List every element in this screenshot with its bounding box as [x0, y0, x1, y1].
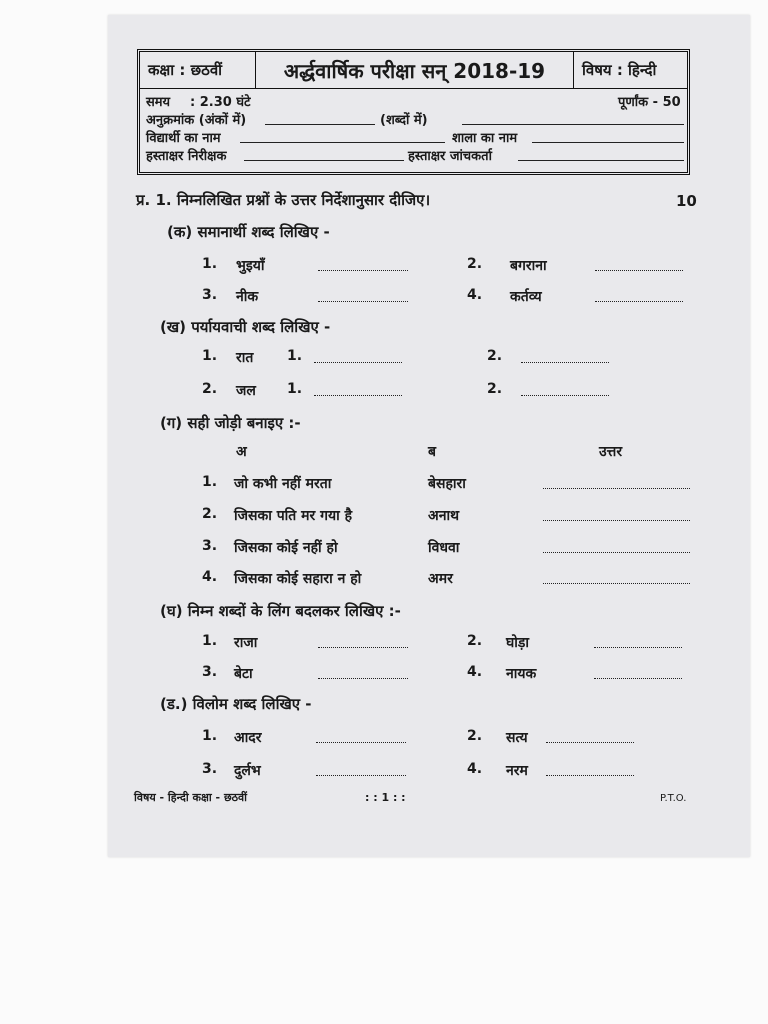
student-name-label: विद्यार्थी का नाम	[146, 131, 221, 146]
gha-item-word: बेटा	[234, 666, 253, 682]
kha-sub-num: 2.	[487, 348, 503, 364]
kha-sub-num: 2.	[487, 381, 503, 397]
time-value: : 2.30 घंटे	[190, 95, 251, 110]
kha-sub-num: 1.	[287, 381, 303, 397]
section-ga-title: (ग) सही जोड़ी बनाइए :-	[160, 414, 301, 432]
pto-label: P.T.O.	[660, 793, 687, 804]
gha-item-num: 2.	[467, 633, 483, 649]
ga-row-a: जिसका कोई सहारा न हो	[234, 571, 362, 587]
gha-item-word: नायक	[506, 666, 537, 682]
roll-number-label: अनुक्रमांक (अंकों में)	[146, 113, 247, 128]
exam-title: अर्द्धवार्षिक परीक्षा सन् 2018-19	[256, 52, 574, 88]
ga-row-b: बेसहारा	[428, 476, 466, 492]
da-item-num: 3.	[202, 761, 218, 777]
ga-row-b: अमर	[428, 571, 453, 587]
ka-item-num: 2.	[467, 256, 483, 272]
kha-sub-num: 1.	[287, 348, 303, 364]
section-gha-title: (घ) निम्न शब्दों के लिंग बदलकर लिखिए :-	[160, 602, 401, 620]
gha-item-num: 1.	[202, 633, 218, 649]
header-box	[137, 49, 690, 175]
ga-column-a-header: अ	[236, 444, 247, 460]
footer-subject-class: विषय - हिन्दी कक्षा - छठवीं	[134, 791, 248, 804]
ka-answer-blank[interactable]	[318, 270, 408, 271]
checker-signature-label: हस्ताक्षर जांचकर्ता	[408, 149, 492, 164]
da-item-num: 1.	[202, 728, 218, 744]
ga-column-b-header: ब	[428, 444, 436, 460]
da-answer-blank[interactable]	[316, 742, 406, 743]
gha-item-word: राजा	[234, 635, 258, 651]
school-name-field[interactable]	[532, 142, 684, 143]
question-title: प्र. 1. निम्नलिखित प्रश्नों के उत्तर निर्देशानुसार दीजिए।	[136, 191, 431, 209]
da-item-word: सत्य	[506, 730, 528, 746]
roll-number-words-field[interactable]	[462, 124, 684, 125]
section-kha-title: (ख) पर्यायवाची शब्द लिखिए -	[160, 318, 331, 336]
ga-row-a: जो कभी नहीं मरता	[234, 476, 332, 492]
gha-answer-blank[interactable]	[318, 647, 408, 648]
inspector-signature-field[interactable]	[244, 160, 404, 161]
ka-item-word: कर्तव्य	[510, 289, 542, 305]
gha-item-num: 4.	[467, 664, 483, 680]
ga-row-num: 4.	[202, 569, 218, 585]
ga-row-num: 1.	[202, 474, 218, 490]
kha-item-num: 2.	[202, 381, 218, 397]
kha-item-num: 1.	[202, 348, 218, 364]
ka-item-num: 4.	[467, 287, 483, 303]
ga-row-a: जिसका पति मर गया है	[234, 508, 353, 524]
kha-item-word: जल	[236, 383, 256, 399]
header-title-row	[140, 52, 687, 89]
roll-number-digits-field[interactable]	[265, 124, 375, 125]
da-item-num: 4.	[467, 761, 483, 777]
ka-item-num: 1.	[202, 256, 218, 272]
max-marks: पूर्णांक - 50	[618, 95, 681, 110]
ka-item-word: बगराना	[510, 258, 547, 274]
ga-row-b: विधवा	[428, 540, 460, 556]
ga-answer-blank[interactable]	[543, 520, 690, 521]
student-name-field[interactable]	[240, 142, 445, 143]
gha-item-num: 3.	[202, 664, 218, 680]
ga-row-num: 2.	[202, 506, 218, 522]
kha-answer-blank[interactable]	[314, 395, 402, 396]
time-label: समय	[146, 95, 171, 110]
section-ka-title: (क) समानार्थी शब्द लिखिए -	[167, 223, 330, 241]
inspector-signature-label: हस्ताक्षर निरीक्षक	[146, 149, 227, 164]
da-answer-blank[interactable]	[546, 742, 634, 743]
ka-answer-blank[interactable]	[595, 301, 683, 302]
class-label: कक्षा : छठवीं	[140, 52, 256, 88]
da-answer-blank[interactable]	[316, 775, 406, 776]
roll-number-words-label: (शब्दों में)	[380, 113, 428, 128]
ga-answer-blank[interactable]	[543, 552, 690, 553]
da-item-word: आदर	[234, 730, 262, 746]
kha-answer-blank[interactable]	[314, 362, 402, 363]
ka-item-word: भुइयाँ	[236, 258, 265, 274]
school-name-label: शाला का नाम	[452, 131, 518, 146]
gha-answer-blank[interactable]	[594, 647, 682, 648]
ga-row-b: अनाथ	[428, 508, 460, 524]
ga-answer-blank[interactable]	[543, 583, 690, 584]
ka-item-num: 3.	[202, 287, 218, 303]
ga-row-a: जिसका कोई नहीं हो	[234, 540, 338, 556]
da-item-word: दुर्लभ	[234, 763, 261, 779]
checker-signature-field[interactable]	[518, 160, 684, 161]
da-item-word: नरम	[506, 763, 528, 779]
question-marks: 10	[676, 192, 697, 210]
kha-answer-blank[interactable]	[521, 395, 609, 396]
gha-item-word: घोड़ा	[506, 635, 530, 651]
ga-row-num: 3.	[202, 538, 218, 554]
ga-answer-header: उत्तर	[599, 444, 623, 460]
gha-answer-blank[interactable]	[318, 678, 408, 679]
da-answer-blank[interactable]	[546, 775, 634, 776]
da-item-num: 2.	[467, 728, 483, 744]
kha-item-word: रात	[236, 350, 254, 366]
section-da-title: (ड.) विलोम शब्द लिखिए -	[160, 695, 312, 713]
ga-answer-blank[interactable]	[543, 488, 690, 489]
ka-answer-blank[interactable]	[318, 301, 408, 302]
kha-answer-blank[interactable]	[521, 362, 609, 363]
page-number: : : 1 : :	[365, 791, 406, 804]
gha-answer-blank[interactable]	[594, 678, 682, 679]
ka-item-word: नीक	[236, 289, 259, 305]
ka-answer-blank[interactable]	[595, 270, 683, 271]
subject-label: विषय : हिन्दी	[582, 61, 657, 79]
